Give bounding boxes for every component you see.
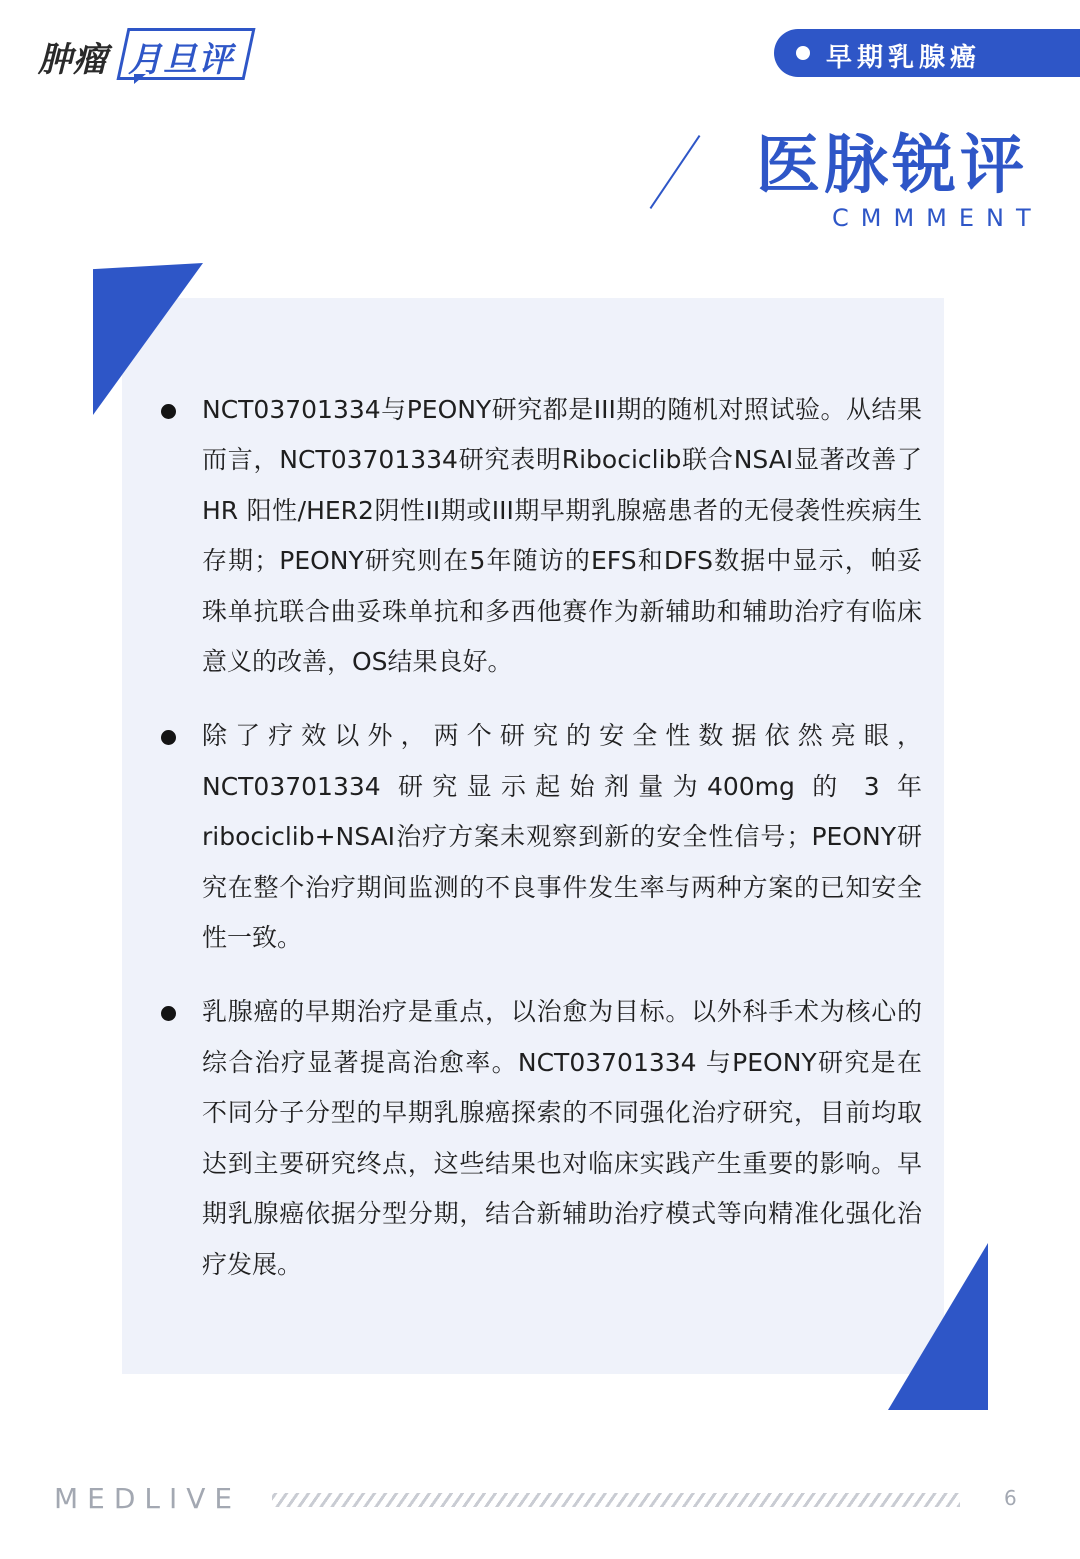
bullet-dot-icon — [161, 1006, 176, 1021]
list-item — [158, 385, 928, 687]
section-subtitle: CMMMENT — [832, 204, 1043, 232]
page-number: 6 — [1004, 1486, 1017, 1510]
bullet-dot-icon — [161, 730, 176, 745]
topic-tag — [774, 29, 1080, 77]
logo-text-highlight: 月旦评 — [128, 40, 233, 80]
decorative-slash — [650, 135, 701, 209]
section-title: 医脉锐评 — [756, 129, 1028, 203]
footer-stripe-divider — [272, 1493, 960, 1507]
topic-label: 早期乳腺癌 — [826, 43, 982, 73]
list-item — [158, 711, 928, 963]
bullet-dot-icon — [161, 404, 176, 419]
list-item — [158, 987, 928, 1289]
logo-text-primary: 肿瘤 — [38, 40, 108, 80]
bullet-text: 乳腺癌的早期治疗是重点，以治愈为目标。以外科手术为核心的综合治疗显著提高治愈率。NCT03701334 与PEONY研究是在不同分子分型的早期乳腺癌探索的不同强化治疗研究，目前均取达到主要研究终点，这些结果也对临床实践产生重要的影响。早期乳腺癌依据分型分期，结合新辅助治疗模式等向精准化强化治疗发展。 — [202, 997, 922, 1279]
bullet-text: NCT03701334与PEONY研究都是III期的随机对照试验。从结果而言，NCT03701334研究表明Ribociclib联合NSAI显著改善了HR 阳性/HER2阴性II期或III期早期乳腺癌患者的无侵袭性疾病生存期；PEONY研究则在5年随访的EFS和DFS数据中显示，帕妥珠单抗联合曲妥珠单抗和多西他赛作为新辅助和辅助治疗有临床意义的改善，OS结果良好。 — [202, 395, 922, 677]
bullet-text: 除了疗效以外，两个研究的安全性数据依然亮眼，NCT03701334 研究显示起始剂量为400mg 的 3 年ribociclib+NSAI治疗方案未观察到新的安全性信号；PEONY研究在整个治疗期间监测的不良事件发生率与两种方案的已知安全性一致。 — [202, 721, 922, 953]
footer-brand: MEDLIVE — [54, 1482, 242, 1515]
comment-bullet-list — [158, 385, 928, 1314]
topic-dot-icon — [796, 46, 810, 60]
